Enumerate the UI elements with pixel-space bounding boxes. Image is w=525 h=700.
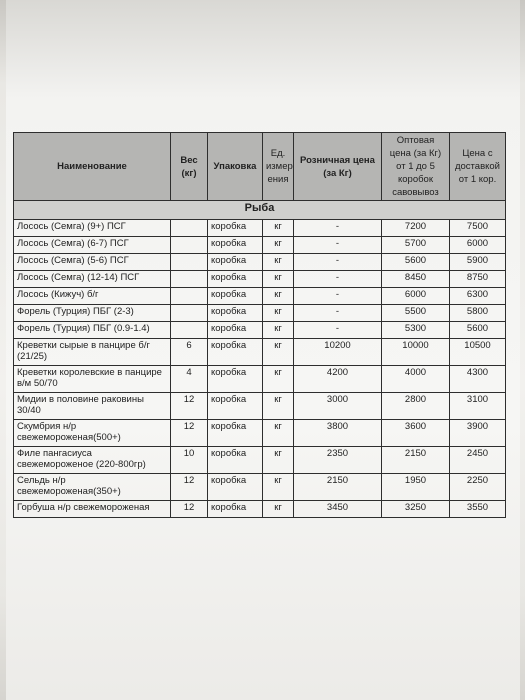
cell-unit: кг bbox=[263, 393, 294, 420]
cell-name: Горбуша н/р свежемороженая bbox=[14, 501, 171, 518]
cell-wholesale: 7200 bbox=[382, 220, 450, 237]
cell-delivery: 5900 bbox=[450, 254, 506, 271]
cell-wholesale: 5700 bbox=[382, 237, 450, 254]
cell-unit: кг bbox=[263, 366, 294, 393]
cell-retail: 2350 bbox=[294, 447, 382, 474]
table-row bbox=[14, 271, 506, 288]
cell-delivery: 8750 bbox=[450, 271, 506, 288]
cell-weight: 12 bbox=[171, 474, 208, 501]
cell-pack: коробка bbox=[208, 393, 263, 420]
cell-delivery: 5800 bbox=[450, 305, 506, 322]
cell-wholesale: 5300 bbox=[382, 322, 450, 339]
cell-retail: - bbox=[294, 220, 382, 237]
header-unit: Ед. измер ения bbox=[263, 133, 294, 201]
cell-name: Креветки королевские в панцире в/м 50/70 bbox=[14, 366, 171, 393]
cell-wholesale: 3600 bbox=[382, 420, 450, 447]
cell-wholesale: 3250 bbox=[382, 501, 450, 518]
cell-wholesale: 6000 bbox=[382, 288, 450, 305]
cell-pack: коробка bbox=[208, 254, 263, 271]
table-row bbox=[14, 237, 506, 254]
cell-delivery: 3550 bbox=[450, 501, 506, 518]
cell-delivery: 6300 bbox=[450, 288, 506, 305]
cell-wholesale: 8450 bbox=[382, 271, 450, 288]
cell-retail: 2150 bbox=[294, 474, 382, 501]
cell-retail: - bbox=[294, 322, 382, 339]
cell-name: Форель (Турция) ПБГ (0.9-1.4) bbox=[14, 322, 171, 339]
table-row bbox=[14, 254, 506, 271]
cell-pack: коробка bbox=[208, 366, 263, 393]
table-row bbox=[14, 447, 506, 474]
cell-unit: кг bbox=[263, 447, 294, 474]
price-table bbox=[13, 132, 506, 518]
cell-weight: 6 bbox=[171, 339, 208, 366]
cell-unit: кг bbox=[263, 305, 294, 322]
header-wholesale: Оптовая цена (за Кг) от 1 до 5 коробок савовывоз bbox=[382, 133, 450, 201]
section-row bbox=[14, 201, 506, 220]
header-pack: Упаковка bbox=[208, 133, 263, 201]
cell-delivery: 2250 bbox=[450, 474, 506, 501]
cell-pack: коробка bbox=[208, 339, 263, 366]
cell-pack: коробка bbox=[208, 501, 263, 518]
table-row bbox=[14, 420, 506, 447]
cell-pack: коробка bbox=[208, 322, 263, 339]
cell-delivery: 7500 bbox=[450, 220, 506, 237]
cell-name: Скумбрия н/р свежемороженая(500+) bbox=[14, 420, 171, 447]
cell-weight bbox=[171, 220, 208, 237]
cell-name: Сельдь н/р свежемороженая(350+) bbox=[14, 474, 171, 501]
cell-name: Лосось (Семга) (12-14) ПСГ bbox=[14, 271, 171, 288]
cell-weight: 4 bbox=[171, 366, 208, 393]
section-title: Рыба bbox=[14, 201, 506, 220]
cell-weight bbox=[171, 271, 208, 288]
cell-weight: 12 bbox=[171, 420, 208, 447]
cell-retail: - bbox=[294, 288, 382, 305]
header-retail: Розничная цена (за Кг) bbox=[294, 133, 382, 201]
table-row bbox=[14, 501, 506, 518]
cell-delivery: 4300 bbox=[450, 366, 506, 393]
cell-unit: кг bbox=[263, 322, 294, 339]
cell-weight bbox=[171, 322, 208, 339]
cell-retail: 3800 bbox=[294, 420, 382, 447]
cell-unit: кг bbox=[263, 501, 294, 518]
table-row bbox=[14, 393, 506, 420]
cell-unit: кг bbox=[263, 474, 294, 501]
cell-delivery: 5600 bbox=[450, 322, 506, 339]
cell-name: Креветки сырые в панцире б/г (21/25) bbox=[14, 339, 171, 366]
table-row bbox=[14, 220, 506, 237]
table-row bbox=[14, 339, 506, 366]
cell-name: Лосось (Кижуч) б/г bbox=[14, 288, 171, 305]
table-row bbox=[14, 288, 506, 305]
cell-weight: 10 bbox=[171, 447, 208, 474]
cell-unit: кг bbox=[263, 420, 294, 447]
cell-weight bbox=[171, 254, 208, 271]
cell-wholesale: 5500 bbox=[382, 305, 450, 322]
header-delivery: Цена с доставкой от 1 кор. bbox=[450, 133, 506, 201]
cell-unit: кг bbox=[263, 339, 294, 366]
cell-retail: - bbox=[294, 305, 382, 322]
cell-delivery: 3100 bbox=[450, 393, 506, 420]
cell-delivery: 3900 bbox=[450, 420, 506, 447]
cell-pack: коробка bbox=[208, 447, 263, 474]
cell-unit: кг bbox=[263, 288, 294, 305]
cell-wholesale: 10000 bbox=[382, 339, 450, 366]
cell-pack: коробка bbox=[208, 220, 263, 237]
cell-name: Форель (Турция) ПБГ (2-3) bbox=[14, 305, 171, 322]
cell-retail: 3000 bbox=[294, 393, 382, 420]
cell-retail: - bbox=[294, 271, 382, 288]
table-row bbox=[14, 305, 506, 322]
cell-weight bbox=[171, 305, 208, 322]
table-row bbox=[14, 366, 506, 393]
cell-retail: 4200 bbox=[294, 366, 382, 393]
cell-name: Лосось (Семга) (6-7) ПСГ bbox=[14, 237, 171, 254]
table-row bbox=[14, 474, 506, 501]
cell-name: Лосось (Семга) (5-6) ПСГ bbox=[14, 254, 171, 271]
cell-pack: коробка bbox=[208, 305, 263, 322]
cell-delivery: 10500 bbox=[450, 339, 506, 366]
cell-weight bbox=[171, 288, 208, 305]
cell-wholesale: 1950 bbox=[382, 474, 450, 501]
cell-retail: - bbox=[294, 254, 382, 271]
cell-pack: коробка bbox=[208, 237, 263, 254]
header-name: Наименование bbox=[14, 133, 171, 201]
cell-wholesale: 2800 bbox=[382, 393, 450, 420]
header-row bbox=[14, 133, 506, 201]
cell-wholesale: 5600 bbox=[382, 254, 450, 271]
cell-weight: 12 bbox=[171, 393, 208, 420]
cell-retail: - bbox=[294, 237, 382, 254]
cell-pack: коробка bbox=[208, 420, 263, 447]
header-weight: Вес (кг) bbox=[171, 133, 208, 201]
cell-retail: 10200 bbox=[294, 339, 382, 366]
cell-delivery: 2450 bbox=[450, 447, 506, 474]
cell-pack: коробка bbox=[208, 288, 263, 305]
cell-unit: кг bbox=[263, 271, 294, 288]
cell-unit: кг bbox=[263, 237, 294, 254]
cell-wholesale: 4000 bbox=[382, 366, 450, 393]
cell-name: Мидии в половине раковины 30/40 bbox=[14, 393, 171, 420]
table-row bbox=[14, 322, 506, 339]
cell-name: Лосось (Семга) (9+) ПСГ bbox=[14, 220, 171, 237]
cell-wholesale: 2150 bbox=[382, 447, 450, 474]
cell-weight bbox=[171, 237, 208, 254]
cell-pack: коробка bbox=[208, 271, 263, 288]
cell-weight: 12 bbox=[171, 501, 208, 518]
cell-pack: коробка bbox=[208, 474, 263, 501]
cell-unit: кг bbox=[263, 254, 294, 271]
cell-unit: кг bbox=[263, 220, 294, 237]
cell-retail: 3450 bbox=[294, 501, 382, 518]
cell-delivery: 6000 bbox=[450, 237, 506, 254]
cell-name: Филе пангасиуса свежемороженое (220-800гр) bbox=[14, 447, 171, 474]
